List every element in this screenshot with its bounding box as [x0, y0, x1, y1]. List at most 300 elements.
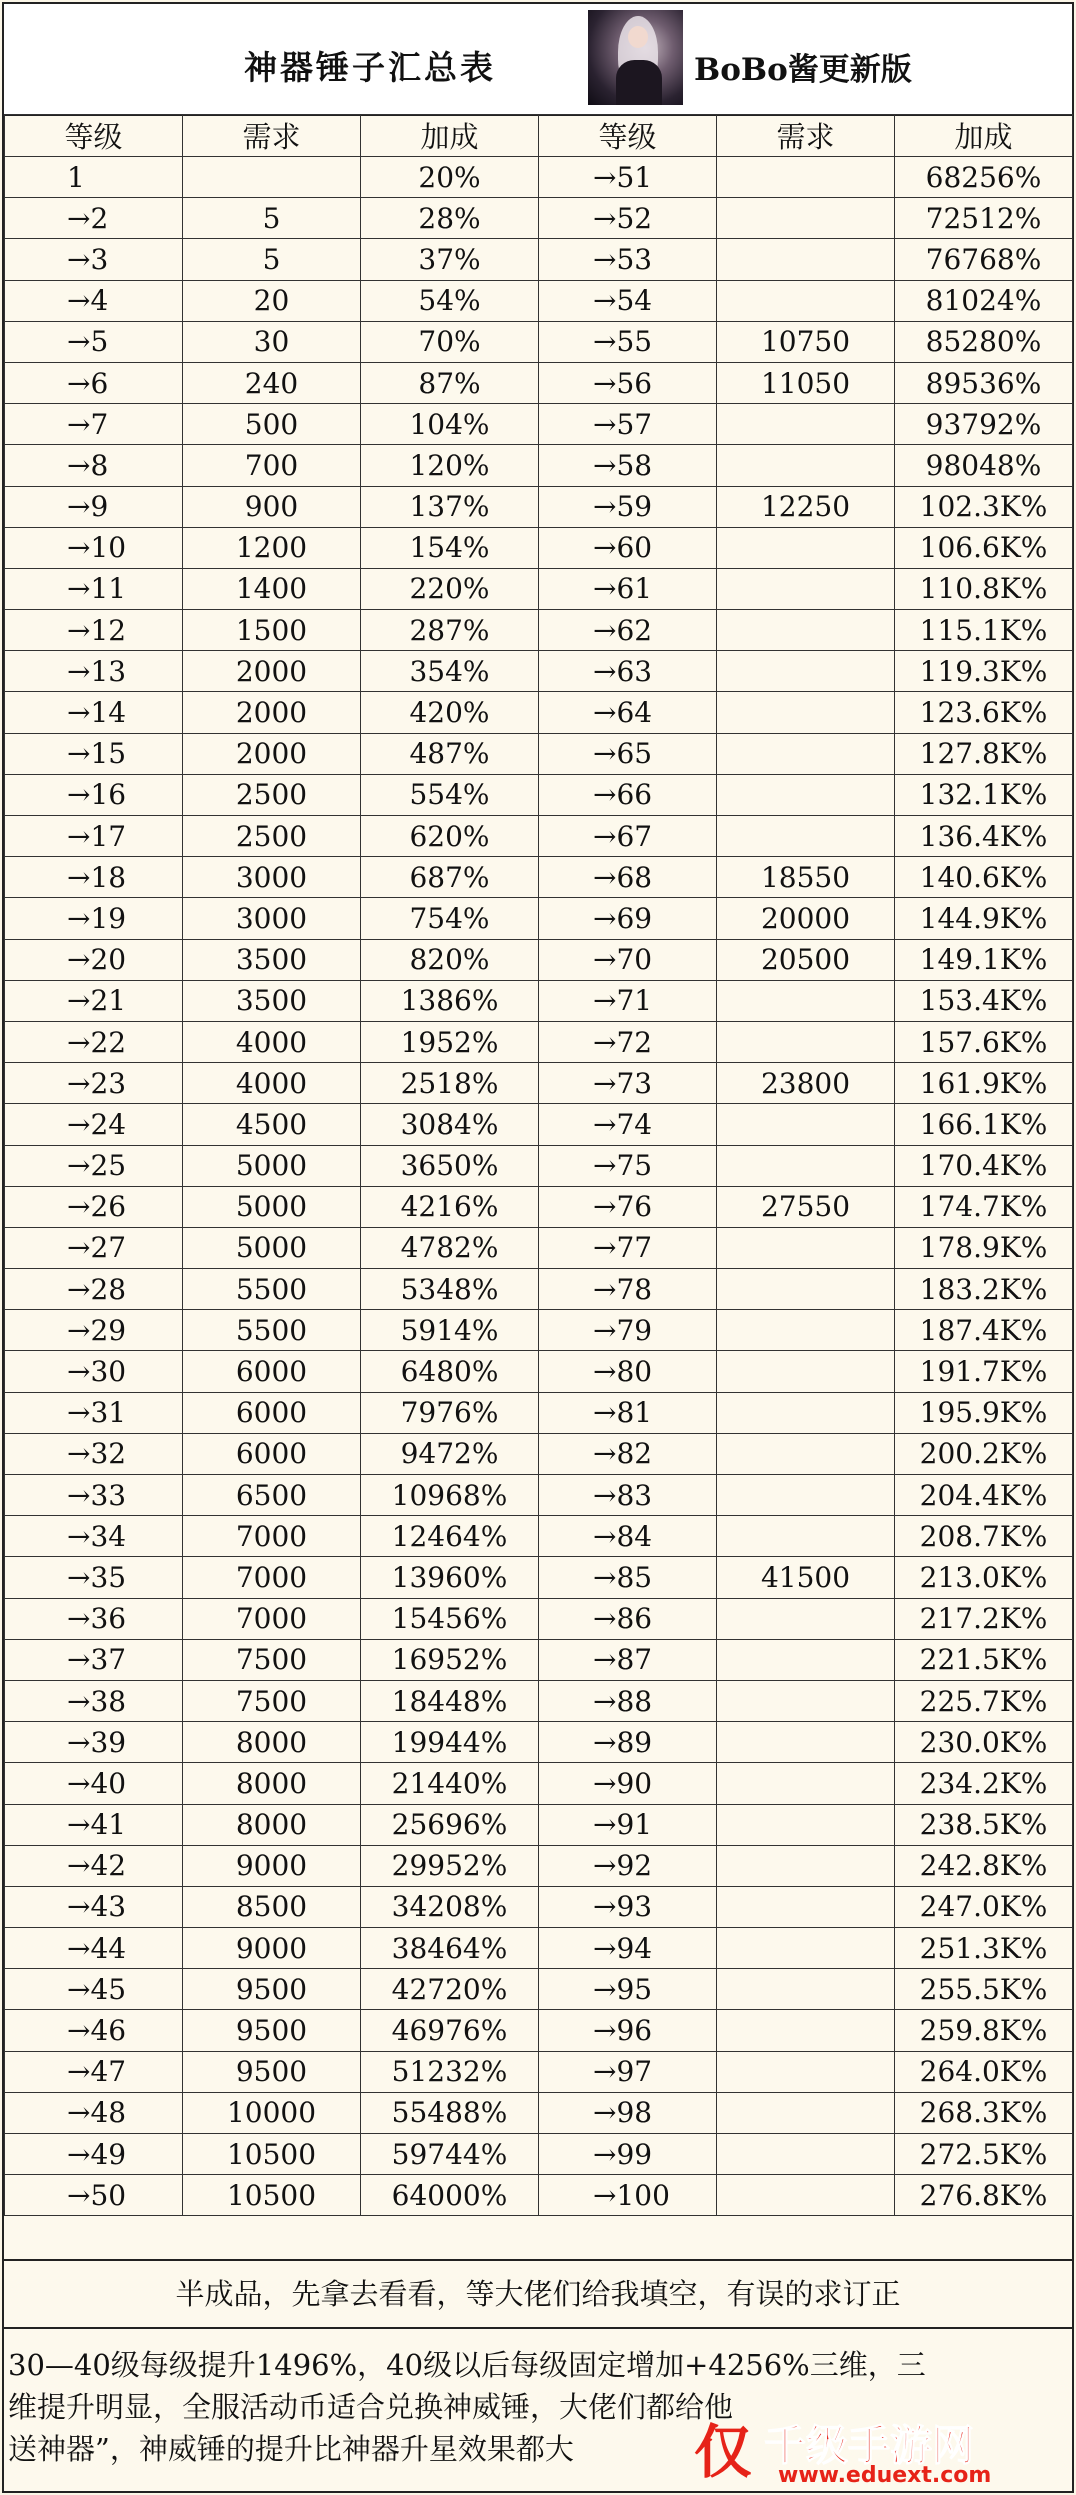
cell-requirement [717, 1145, 895, 1186]
cell-requirement [717, 2175, 895, 2216]
cell-requirement: 6000 [183, 1351, 361, 1392]
cell-level: →73 [539, 1063, 717, 1104]
cell-level: →22 [5, 1021, 183, 1062]
table-row [5, 1598, 1073, 1639]
cell-bonus: 55488% [361, 2092, 539, 2133]
cell-bonus: 136.4K% [895, 816, 1073, 857]
cell-requirement: 23800 [717, 1063, 895, 1104]
table-row [5, 445, 1073, 486]
cell-bonus: 687% [361, 857, 539, 898]
cell-level: →64 [539, 692, 717, 733]
cell-level: →83 [539, 1475, 717, 1516]
table-row [5, 1186, 1073, 1227]
cell-level: →14 [5, 692, 183, 733]
cell-level: →78 [539, 1269, 717, 1310]
cell-level: →3 [5, 239, 183, 280]
title-row [4, 4, 1072, 116]
cell-requirement: 2000 [183, 692, 361, 733]
cell-level: →65 [539, 733, 717, 774]
cell-bonus: 213.0K% [895, 1557, 1073, 1598]
cell-level: →4 [5, 280, 183, 321]
cell-level: →8 [5, 445, 183, 486]
cell-requirement: 3000 [183, 898, 361, 939]
cell-level: →76 [539, 1186, 717, 1227]
cell-requirement: 700 [183, 445, 361, 486]
cell-bonus: 119.3K% [895, 651, 1073, 692]
cell-requirement: 9500 [183, 2051, 361, 2092]
cell-bonus: 238.5K% [895, 1804, 1073, 1845]
cell-requirement: 18550 [717, 857, 895, 898]
cell-requirement: 41500 [717, 1557, 895, 1598]
table-body [5, 157, 1073, 2216]
cell-level: →62 [539, 610, 717, 651]
cell-requirement [183, 157, 361, 198]
cell-requirement: 4000 [183, 1063, 361, 1104]
cell-requirement [717, 774, 895, 815]
cell-bonus: 217.2K% [895, 1598, 1073, 1639]
cell-bonus: 5348% [361, 1269, 539, 1310]
cell-level: →42 [5, 1845, 183, 1886]
cell-requirement: 500 [183, 404, 361, 445]
cell-bonus: 754% [361, 898, 539, 939]
cell-level: →47 [5, 2051, 183, 2092]
cell-requirement: 5500 [183, 1310, 361, 1351]
cell-bonus: 166.1K% [895, 1104, 1073, 1145]
cell-bonus: 554% [361, 774, 539, 815]
cell-requirement: 240 [183, 362, 361, 403]
table-row [5, 198, 1073, 239]
cell-level: →21 [5, 980, 183, 1021]
cell-requirement [717, 1021, 895, 1062]
table-row [5, 1928, 1073, 1969]
cell-level: →75 [539, 1145, 717, 1186]
cell-requirement [717, 1516, 895, 1557]
cell-bonus: 153.4K% [895, 980, 1073, 1021]
cell-level: →99 [539, 2134, 717, 2175]
cell-bonus: 38464% [361, 1928, 539, 1969]
cell-level: →39 [5, 1722, 183, 1763]
cell-level: →52 [539, 198, 717, 239]
table-row [5, 610, 1073, 651]
cell-requirement [717, 1104, 895, 1145]
table-row [5, 980, 1073, 1021]
table-row [5, 1763, 1073, 1804]
cell-bonus: 42720% [361, 1969, 539, 2010]
header-bonus-right: 加成 [895, 115, 1073, 157]
cell-level: →97 [539, 2051, 717, 2092]
table-row [5, 2010, 1073, 2051]
cell-bonus: 220% [361, 568, 539, 609]
cell-bonus: 1952% [361, 1021, 539, 1062]
cell-requirement: 8000 [183, 1722, 361, 1763]
table-row [5, 157, 1073, 198]
cell-level: →20 [5, 939, 183, 980]
summary-sheet [2, 2, 1074, 2493]
cell-level: →24 [5, 1104, 183, 1145]
cell-bonus: 230.0K% [895, 1722, 1073, 1763]
note-line: 送神器”，神威锤的提升比神器升星效果都大 [8, 2432, 574, 2466]
table-row [5, 1433, 1073, 1474]
cell-bonus: 76768% [895, 239, 1073, 280]
cell-requirement [717, 1969, 895, 2010]
header-level-right: 等级 [539, 115, 717, 157]
cell-requirement [717, 568, 895, 609]
cell-level: →35 [5, 1557, 183, 1598]
cell-bonus: 98048% [895, 445, 1073, 486]
cell-requirement: 2000 [183, 651, 361, 692]
table-row [5, 1063, 1073, 1104]
cell-requirement [717, 980, 895, 1021]
cell-bonus: 20% [361, 157, 539, 198]
cell-level: →13 [5, 651, 183, 692]
cell-level: →95 [539, 1969, 717, 2010]
cell-requirement [717, 1763, 895, 1804]
table-row [5, 362, 1073, 403]
cell-level: →29 [5, 1310, 183, 1351]
cell-requirement [717, 1433, 895, 1474]
cell-bonus: 85280% [895, 321, 1073, 362]
cell-bonus: 149.1K% [895, 939, 1073, 980]
cell-requirement [717, 1310, 895, 1351]
table-row [5, 2175, 1073, 2216]
cell-level: →44 [5, 1928, 183, 1969]
avatar-face [628, 26, 648, 48]
cell-level: →57 [539, 404, 717, 445]
cell-requirement [717, 1392, 895, 1433]
cell-bonus: 6480% [361, 1351, 539, 1392]
cell-bonus: 120% [361, 445, 539, 486]
cell-level: →82 [539, 1433, 717, 1474]
cell-requirement [717, 404, 895, 445]
table-row [5, 2134, 1073, 2175]
cell-requirement: 10000 [183, 2092, 361, 2133]
cell-bonus: 51232% [361, 2051, 539, 2092]
cell-level: →53 [539, 239, 717, 280]
cell-requirement [717, 816, 895, 857]
cell-level: →67 [539, 816, 717, 857]
cell-requirement: 7000 [183, 1557, 361, 1598]
cell-requirement [717, 280, 895, 321]
cell-bonus: 144.9K% [895, 898, 1073, 939]
cell-level: →50 [5, 2175, 183, 2216]
cell-level: →100 [539, 2175, 717, 2216]
cell-requirement [717, 733, 895, 774]
cell-level: →84 [539, 1516, 717, 1557]
cell-level: →74 [539, 1104, 717, 1145]
cell-level: →2 [5, 198, 183, 239]
cell-requirement [717, 2051, 895, 2092]
hammer-table [4, 114, 1073, 2216]
cell-bonus: 191.7K% [895, 1351, 1073, 1392]
table-row [5, 1804, 1073, 1845]
cell-level: →96 [539, 2010, 717, 2051]
cell-bonus: 170.4K% [895, 1145, 1073, 1186]
cell-requirement: 9000 [183, 1928, 361, 1969]
cell-requirement: 10500 [183, 2175, 361, 2216]
cell-level: →93 [539, 1886, 717, 1927]
table-row [5, 1351, 1073, 1392]
cell-requirement: 30 [183, 321, 361, 362]
cell-level: →49 [5, 2134, 183, 2175]
cell-bonus: 93792% [895, 404, 1073, 445]
cell-level: →68 [539, 857, 717, 898]
cell-bonus: 247.0K% [895, 1886, 1073, 1927]
cell-bonus: 132.1K% [895, 774, 1073, 815]
cell-bonus: 34208% [361, 1886, 539, 1927]
cell-level: →56 [539, 362, 717, 403]
cell-bonus: 102.3K% [895, 486, 1073, 527]
cell-level: →17 [5, 816, 183, 857]
table-row [5, 1145, 1073, 1186]
cell-level: →7 [5, 404, 183, 445]
table-row [5, 1969, 1073, 2010]
cell-bonus: 16952% [361, 1639, 539, 1680]
cell-bonus: 59744% [361, 2134, 539, 2175]
cell-requirement: 5000 [183, 1227, 361, 1268]
cell-requirement [717, 1680, 895, 1721]
cell-bonus: 268.3K% [895, 2092, 1073, 2133]
cell-bonus: 251.3K% [895, 1928, 1073, 1969]
cell-bonus: 7976% [361, 1392, 539, 1433]
cell-bonus: 154% [361, 527, 539, 568]
cell-level: →58 [539, 445, 717, 486]
cell-bonus: 204.4K% [895, 1475, 1073, 1516]
cell-level: →81 [539, 1392, 717, 1433]
table-header-row [5, 115, 1073, 157]
table-row [5, 733, 1073, 774]
table-row [5, 1639, 1073, 1680]
cell-requirement: 2500 [183, 816, 361, 857]
cell-requirement: 20 [183, 280, 361, 321]
cell-bonus: 1386% [361, 980, 539, 1021]
table-row [5, 816, 1073, 857]
cell-bonus: 225.7K% [895, 1680, 1073, 1721]
cell-level: →98 [539, 2092, 717, 2133]
cell-requirement: 900 [183, 486, 361, 527]
cell-bonus: 106.6K% [895, 527, 1073, 568]
cell-bonus: 46976% [361, 2010, 539, 2051]
cell-bonus: 123.6K% [895, 692, 1073, 733]
cell-requirement: 12250 [717, 486, 895, 527]
cell-level: →32 [5, 1433, 183, 1474]
cell-level: →89 [539, 1722, 717, 1763]
cell-bonus: 5914% [361, 1310, 539, 1351]
cell-bonus: 4216% [361, 1186, 539, 1227]
cell-requirement [717, 1351, 895, 1392]
cell-level: →48 [5, 2092, 183, 2133]
header-requirement-right: 需求 [717, 115, 895, 157]
header-level-left: 等级 [5, 115, 183, 157]
cell-level: →60 [539, 527, 717, 568]
cell-level: →5 [5, 321, 183, 362]
cell-bonus: 3650% [361, 1145, 539, 1186]
cell-requirement [717, 692, 895, 733]
cell-requirement [717, 1886, 895, 1927]
table-row [5, 2092, 1073, 2133]
cell-bonus: 2518% [361, 1063, 539, 1104]
cell-bonus: 21440% [361, 1763, 539, 1804]
watermark-logo-icon: 仅 [694, 2418, 753, 2486]
cell-requirement: 6500 [183, 1475, 361, 1516]
cell-bonus: 68256% [895, 157, 1073, 198]
table-row [5, 1845, 1073, 1886]
cell-requirement: 1400 [183, 568, 361, 609]
cell-level: →15 [5, 733, 183, 774]
table-row [5, 568, 1073, 609]
cell-bonus: 29952% [361, 1845, 539, 1886]
cell-requirement [717, 1639, 895, 1680]
table-row [5, 774, 1073, 815]
cell-level: →46 [5, 2010, 183, 2051]
cell-bonus: 420% [361, 692, 539, 733]
table-row [5, 1722, 1073, 1763]
cell-bonus: 183.2K% [895, 1269, 1073, 1310]
cell-level: →40 [5, 1763, 183, 1804]
cell-level: →66 [539, 774, 717, 815]
note-line: 维提升明显，全服活动币适合兑换神威锤，大佬们都给他 [8, 2390, 734, 2424]
cell-bonus: 4782% [361, 1227, 539, 1268]
cell-level: →41 [5, 1804, 183, 1845]
cell-level: →63 [539, 651, 717, 692]
cell-level: →90 [539, 1763, 717, 1804]
cell-requirement [717, 2092, 895, 2133]
cell-level: →88 [539, 1680, 717, 1721]
cell-bonus: 242.8K% [895, 1845, 1073, 1886]
cell-requirement [717, 651, 895, 692]
cell-bonus: 70% [361, 321, 539, 362]
cell-level: →31 [5, 1392, 183, 1433]
cell-requirement [717, 445, 895, 486]
cell-bonus: 157.6K% [895, 1021, 1073, 1062]
cell-level: →18 [5, 857, 183, 898]
cell-requirement: 5 [183, 198, 361, 239]
cell-level: →28 [5, 1269, 183, 1310]
cell-requirement: 1500 [183, 610, 361, 651]
cell-requirement: 9500 [183, 1969, 361, 2010]
cell-bonus: 272.5K% [895, 2134, 1073, 2175]
table-row [5, 1310, 1073, 1351]
cell-level: →54 [539, 280, 717, 321]
cell-bonus: 137% [361, 486, 539, 527]
cell-requirement [717, 1269, 895, 1310]
cell-bonus: 259.8K% [895, 2010, 1073, 2051]
cell-requirement [717, 239, 895, 280]
cell-bonus: 195.9K% [895, 1392, 1073, 1433]
cell-level: →45 [5, 1969, 183, 2010]
cell-requirement [717, 2134, 895, 2175]
cell-bonus: 72512% [895, 198, 1073, 239]
cell-requirement: 4000 [183, 1021, 361, 1062]
cell-requirement: 7000 [183, 1516, 361, 1557]
cell-bonus: 276.8K% [895, 2175, 1073, 2216]
table-row [5, 1227, 1073, 1268]
cell-requirement: 10750 [717, 321, 895, 362]
cell-requirement: 8500 [183, 1886, 361, 1927]
note-line: 30—40级每级提升1496%，40级以后每级固定增加+4256%三维，三 [8, 2348, 926, 2382]
cell-level: →9 [5, 486, 183, 527]
cell-level: →37 [5, 1639, 183, 1680]
cell-requirement: 10500 [183, 2134, 361, 2175]
cell-bonus: 115.1K% [895, 610, 1073, 651]
cell-requirement: 5500 [183, 1269, 361, 1310]
cell-bonus: 264.0K% [895, 2051, 1073, 2092]
cell-level: →43 [5, 1886, 183, 1927]
table-row [5, 321, 1073, 362]
cell-requirement: 20500 [717, 939, 895, 980]
cell-bonus: 110.8K% [895, 568, 1073, 609]
cell-level: →79 [539, 1310, 717, 1351]
cell-requirement: 4500 [183, 1104, 361, 1145]
cell-bonus: 234.2K% [895, 1763, 1073, 1804]
table-row [5, 404, 1073, 445]
cell-bonus: 28% [361, 198, 539, 239]
cell-requirement: 2000 [183, 733, 361, 774]
cell-requirement [717, 1804, 895, 1845]
cell-requirement: 8000 [183, 1763, 361, 1804]
table-row [5, 1269, 1073, 1310]
cell-bonus: 54% [361, 280, 539, 321]
cell-bonus: 620% [361, 816, 539, 857]
cell-bonus: 820% [361, 939, 539, 980]
cell-level: →71 [539, 980, 717, 1021]
avatar [588, 10, 683, 105]
cell-requirement [717, 1845, 895, 1886]
table-row [5, 1557, 1073, 1598]
cell-level: →12 [5, 610, 183, 651]
cell-requirement [717, 1928, 895, 1969]
cell-bonus: 127.8K% [895, 733, 1073, 774]
cell-bonus: 87% [361, 362, 539, 403]
cell-bonus: 104% [361, 404, 539, 445]
cell-level: →23 [5, 1063, 183, 1104]
cell-bonus: 221.5K% [895, 1639, 1073, 1680]
cell-requirement: 5000 [183, 1186, 361, 1227]
cell-requirement [717, 2010, 895, 2051]
cell-level: →19 [5, 898, 183, 939]
cell-bonus: 208.7K% [895, 1516, 1073, 1557]
cell-bonus: 64000% [361, 2175, 539, 2216]
cell-requirement [717, 1722, 895, 1763]
cell-requirement: 11050 [717, 362, 895, 403]
note-draft: 半成品，先拿去看看，等大佬们给我填空，有误的求订正 [4, 2259, 1072, 2329]
cell-level: →26 [5, 1186, 183, 1227]
cell-bonus: 354% [361, 651, 539, 692]
table-row [5, 651, 1073, 692]
cell-requirement [717, 1475, 895, 1516]
cell-level: →27 [5, 1227, 183, 1268]
cell-bonus: 255.5K% [895, 1969, 1073, 2010]
table-row [5, 1886, 1073, 1927]
table-row [5, 1104, 1073, 1145]
cell-level: →38 [5, 1680, 183, 1721]
table-row [5, 1475, 1073, 1516]
cell-bonus: 10968% [361, 1475, 539, 1516]
cell-requirement [717, 610, 895, 651]
watermark-site-name: 千级手游网 [764, 2421, 975, 2470]
cell-requirement: 6000 [183, 1433, 361, 1474]
cell-bonus: 161.9K% [895, 1063, 1073, 1104]
cell-bonus: 3084% [361, 1104, 539, 1145]
cell-requirement: 7500 [183, 1680, 361, 1721]
table-row [5, 280, 1073, 321]
table-row [5, 692, 1073, 733]
cell-level: →10 [5, 527, 183, 568]
cell-level: →80 [539, 1351, 717, 1392]
cell-bonus: 25696% [361, 1804, 539, 1845]
cell-requirement: 3500 [183, 980, 361, 1021]
table-row [5, 1392, 1073, 1433]
cell-requirement: 5 [183, 239, 361, 280]
